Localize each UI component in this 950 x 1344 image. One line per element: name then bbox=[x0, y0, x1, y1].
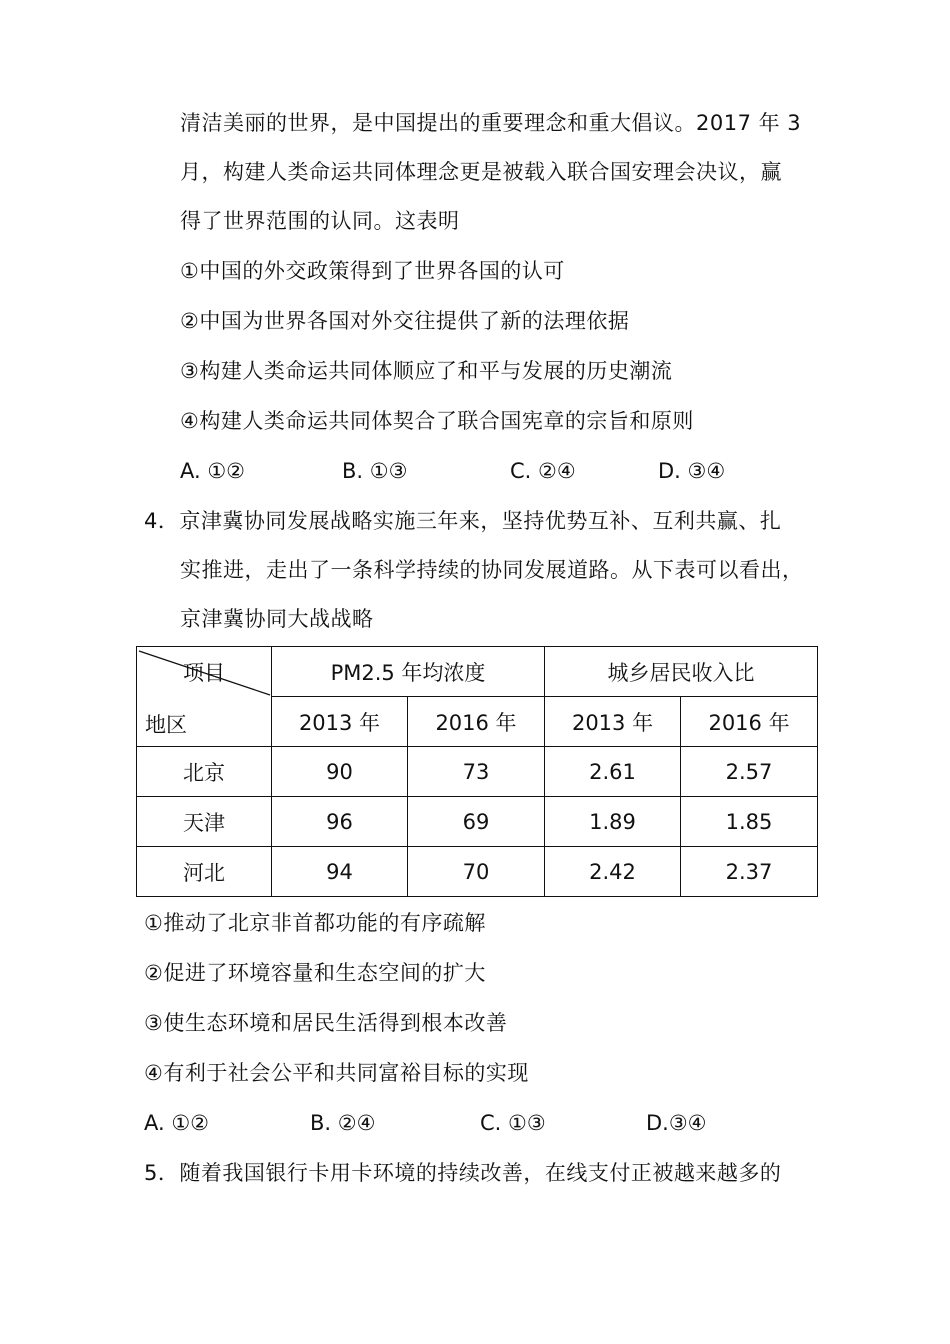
table-cell: 1.85 bbox=[681, 797, 818, 847]
q3-statement-3: ③构建人类命运共同体顺应了和平与发展的历史潮流 bbox=[180, 359, 673, 383]
q4-text-line-2: 实推进，走出了一条科学持续的协同发展道路。从下表可以看出， bbox=[180, 558, 804, 582]
q3-statement-1: ①中国的外交政策得到了世界各国的认可 bbox=[180, 259, 565, 283]
table-cell: 2.37 bbox=[681, 847, 818, 897]
table-year-header: 2013 年 bbox=[272, 697, 408, 747]
table-group-header-pm25: PM2.5 年均浓度 bbox=[272, 647, 545, 697]
table-cell: 69 bbox=[408, 797, 545, 847]
q3-option-d: D. ③④ bbox=[658, 459, 726, 483]
corner-label-item: 项目 bbox=[183, 661, 225, 685]
table-cell: 2.61 bbox=[545, 747, 681, 797]
table-year-header: 2016 年 bbox=[408, 697, 545, 747]
q4-option-a: A. ①② bbox=[144, 1111, 209, 1135]
q3-text-line-2: 月，构建人类命运共同体理念更是被载入联合国安理会决议，赢 bbox=[180, 160, 782, 184]
table-region-cell: 天津 bbox=[137, 797, 272, 847]
pollution-income-table bbox=[136, 646, 818, 897]
table-region-cell: 北京 bbox=[137, 747, 272, 797]
table-group-header-income-ratio: 城乡居民收入比 bbox=[545, 647, 818, 697]
q4-statement-2: ②促进了环境容量和生态空间的扩大 bbox=[144, 961, 486, 985]
table-row bbox=[137, 797, 818, 847]
table-row bbox=[137, 847, 818, 897]
table-header-row bbox=[137, 647, 818, 697]
table-cell: 90 bbox=[272, 747, 408, 797]
q3-option-a: A. ①② bbox=[180, 459, 245, 483]
table-year-header: 2013 年 bbox=[545, 697, 681, 747]
table-row bbox=[137, 747, 818, 797]
q4-option-c: C. ①③ bbox=[480, 1111, 546, 1135]
q4-statement-4: ④有利于社会公平和共同富裕目标的实现 bbox=[144, 1061, 529, 1085]
q3-option-b: B. ①③ bbox=[342, 459, 408, 483]
table-cell: 70 bbox=[408, 847, 545, 897]
q4-text-line-3: 京津冀协同大战战略 bbox=[180, 607, 374, 631]
q3-text-line-1: 清洁美丽的世界，是中国提出的重要理念和重大倡议。2017 年 3 bbox=[180, 111, 802, 135]
q3-text-line-3: 得了世界范围的认同。这表明 bbox=[180, 209, 460, 233]
table-cell: 2.57 bbox=[681, 747, 818, 797]
corner-label-region: 地区 bbox=[145, 713, 187, 737]
table-cell: 96 bbox=[272, 797, 408, 847]
table-corner-cell bbox=[137, 647, 272, 747]
table-cell: 73 bbox=[408, 747, 545, 797]
q4-option-d: D.③④ bbox=[646, 1111, 707, 1135]
q3-statement-4: ④构建人类命运共同体契合了联合国宪章的宗旨和原则 bbox=[180, 409, 694, 433]
q4-options bbox=[144, 1110, 784, 1136]
q4-text-line-1: 4．京津冀协同发展战略实施三年来，坚持优势互补、互利共赢、扎 bbox=[144, 509, 782, 533]
q4-statement-3: ③使生态环境和居民生活得到根本改善 bbox=[144, 1011, 508, 1035]
q3-statement-2: ②中国为世界各国对外交往提供了新的法理依据 bbox=[180, 309, 630, 333]
q4-option-b: B. ②④ bbox=[310, 1111, 376, 1135]
table-cell: 2.42 bbox=[545, 847, 681, 897]
q3-options bbox=[180, 458, 800, 484]
table-cell: 1.89 bbox=[545, 797, 681, 847]
table-cell: 94 bbox=[272, 847, 408, 897]
q4-statement-1: ①推动了北京非首都功能的有序疏解 bbox=[144, 911, 486, 935]
table-year-header: 2016 年 bbox=[681, 697, 818, 747]
table-region-cell: 河北 bbox=[137, 847, 272, 897]
q5-text-line-1: 5．随着我国银行卡用卡环境的持续改善，在线支付正被越来越多的 bbox=[144, 1161, 782, 1185]
q3-option-c: C. ②④ bbox=[510, 459, 576, 483]
